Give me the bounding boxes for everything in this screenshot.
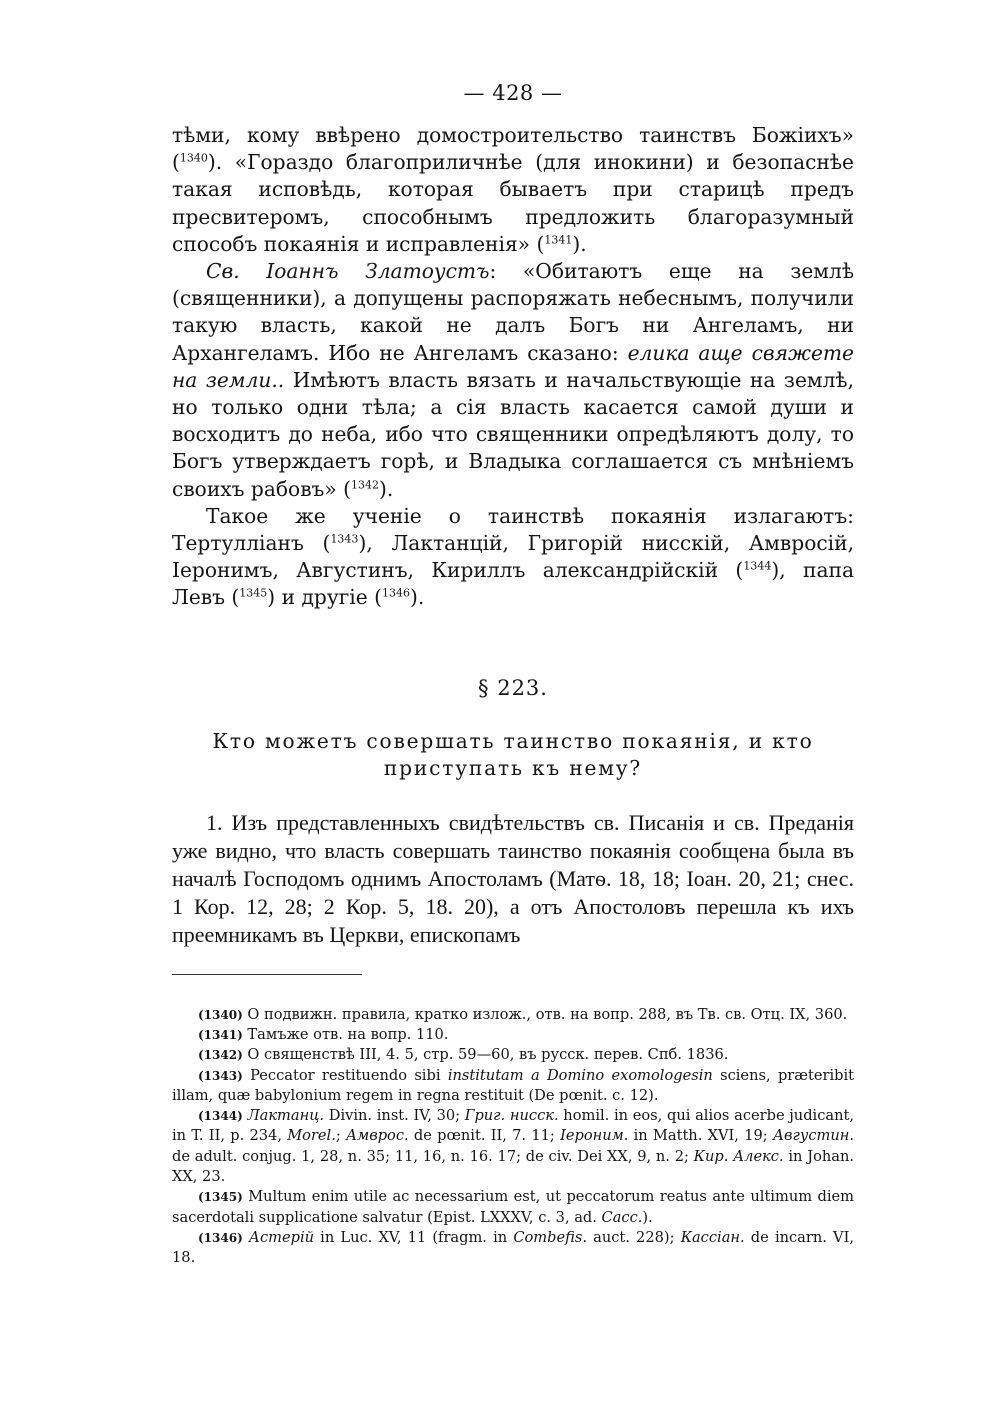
- book-page: [172, 78, 854, 1269]
- section-body: [172, 809, 854, 950]
- footnote-1341: [172, 1025, 854, 1045]
- text-run: de pœnit. II, 7. 11;: [408, 1127, 561, 1145]
- text-run: ).: [379, 476, 394, 501]
- italic-text: Кассіан.: [680, 1228, 745, 1246]
- text-run: ;: [335, 1127, 347, 1145]
- text-run: ), папа Левъ (: [172, 558, 854, 610]
- footnote-reference: 1340: [179, 151, 208, 165]
- footnote-1342: [172, 1045, 854, 1065]
- paragraph-0: [172, 122, 854, 258]
- text-run: тѣми, кому ввѣрено домостроительство таинствъ Божіихъ» (: [172, 123, 854, 175]
- footnote-1346: [172, 1228, 854, 1269]
- text-run: in Johan. XX, 23.: [172, 1147, 854, 1186]
- text-run: Тамъже отв. на вопр. 110.: [242, 1025, 449, 1043]
- text-run: ).: [642, 1208, 653, 1226]
- footnote-marker: (1342): [198, 1048, 243, 1063]
- text-run: ) и другіе (: [267, 585, 382, 610]
- text-run: Имѣютъ власть вязать и начальствующіе на землѣ, но только одни тѣла; а сія власть касается самой души и восходитъ до неба, ибо что священники опредѣляютъ долу, то Богъ утверждаетъ горѣ, и Владыка соглашается съ мнѣніемъ своихъ рабовъ» (: [172, 367, 855, 501]
- footnote-1344: [172, 1106, 854, 1187]
- italic-text: Григ. нисск.: [464, 1107, 559, 1125]
- footnote-1345: [172, 1187, 854, 1228]
- text-run: ).: [572, 231, 587, 256]
- text-run: ), Лактанцій, Григорій нисскій, Амвросій, Іеронимъ, Августинъ, Кириллъ александрійскій (: [172, 531, 854, 583]
- footnote-reference: 1344: [743, 559, 772, 573]
- italic-text: Morel.: [287, 1127, 336, 1145]
- text-run: homil. in eos, qui alios acerbe judicant, in T. II, p. 234,: [172, 1107, 854, 1145]
- footnote-marker: (1343): [198, 1068, 243, 1083]
- italic-text: Августин.: [772, 1127, 854, 1145]
- italic-text: Кир. Алекс.: [693, 1147, 784, 1165]
- footnote-reference: 1343: [330, 532, 359, 546]
- italic-text: Cacc.: [601, 1208, 643, 1226]
- italic-text: Амврос.: [346, 1127, 409, 1145]
- footnote-reference: 1346: [381, 586, 410, 600]
- italic-text: Астерій: [248, 1228, 315, 1246]
- text-run: in Matth. XVI, 19;: [628, 1127, 773, 1145]
- footnote-reference: 1345: [239, 586, 268, 600]
- text-run: de incarn. VI, 18.: [172, 1228, 854, 1267]
- text-run: : «Обитаютъ еще на землѣ (священники), а допущены распоряжать небеснымъ, получили такую власть, какой не далъ Богъ ни Ангеламъ, ни Архангеламъ. Ибо не Ангеламъ сказано:: [172, 259, 854, 365]
- section-number: § 223.: [478, 675, 548, 700]
- footnotes: [172, 1005, 854, 1269]
- text-run: Divin. inst. IV, 30;: [324, 1107, 465, 1125]
- text-run: О священствѣ III, 4. 5, стр. 59—60, въ русск. перев. Спб. 1836.: [242, 1046, 729, 1064]
- text-run: sciens, præteribit illam, quæ babylonium regem in regna restituit (De pœnit. c. 12).: [172, 1066, 854, 1104]
- footnote-1340: [172, 1005, 854, 1025]
- section-paragraph: 1. Изъ представленныхъ свидѣтельствъ св. Писанія и св. Преданія уже видно, что власть совершать таинство покаянія сообщена была въ началѣ Господомъ однимъ Апостоламъ (Матѳ. 18, 18; Іоан. 20, 21; снес. 1 Кор. 12, 28; 2 Кор. 5, 18. 20), а отъ Апостоловъ перешла къ ихъ преемникамъ въ Церкви, епископамъ: [172, 809, 854, 948]
- italic-text: Св. Іоаннъ Златоустъ: [206, 259, 490, 284]
- text-run: . auct. 228);: [582, 1228, 681, 1246]
- italic-text: Combefis: [513, 1228, 583, 1246]
- text-run: ).: [409, 585, 425, 610]
- footnote-divider: [172, 974, 362, 975]
- footnote-reference: 1342: [351, 477, 380, 491]
- footnote-marker: (1346): [198, 1230, 243, 1245]
- text-run: Multum enim utile ac necessarium est, ut peccatorum reatus ante ultimum diem sacerdotali supplicatione salvatur (Epist. LXXXV, c. 3, ad.: [172, 1188, 854, 1226]
- text-run: О подвижн. правила, кратко излож., отв. на вопр. 288, въ Тв. св. Отц. IX, 360.: [242, 1005, 848, 1023]
- footnote-1343: [172, 1066, 854, 1107]
- main-text: [172, 122, 854, 612]
- text-run: Peccator restituendo sibi: [242, 1066, 448, 1084]
- paragraph-1: [172, 258, 854, 503]
- text-run: Такое же ученіе о таинствѣ покаянія излагаютъ: Тертулліанъ (: [172, 503, 854, 556]
- footnote-marker: (1345): [198, 1190, 243, 1205]
- footnote-reference: 1341: [544, 233, 573, 247]
- paragraph-2: [172, 503, 854, 612]
- section-title: Кто можетъ совершать таинство покаянія, и кто приступать къ нему?: [212, 728, 814, 781]
- italic-text: Лактанц.: [247, 1107, 325, 1125]
- text-run: in Luc. XV, 11 (fragm. in: [314, 1228, 514, 1246]
- italic-text: institutam a Domino exomologesin: [447, 1066, 713, 1084]
- footnote-marker: (1344): [198, 1109, 243, 1124]
- text-run: de adult. conjug. 1, 28, n. 35; 11, 16, n. 16. 17; de civ. Dei XX, 9, n. 2;: [172, 1147, 694, 1165]
- text-run: ). «Гораздо благоприличнѣе (для инокини) и безопаснѣе такая исповѣдь, которая бываетъ при старицѣ предъ пресвитеромъ, способнымъ предложить благоразумный способъ покаянія и исправленія» (: [172, 150, 854, 256]
- italic-text: Іероним.: [560, 1127, 629, 1145]
- footnote-marker: (1340): [198, 1007, 243, 1022]
- page-number: — 428 —: [463, 81, 563, 105]
- italic-text: елика аще свяжете на земли..: [172, 340, 854, 392]
- footnote-marker: (1341): [198, 1027, 243, 1042]
